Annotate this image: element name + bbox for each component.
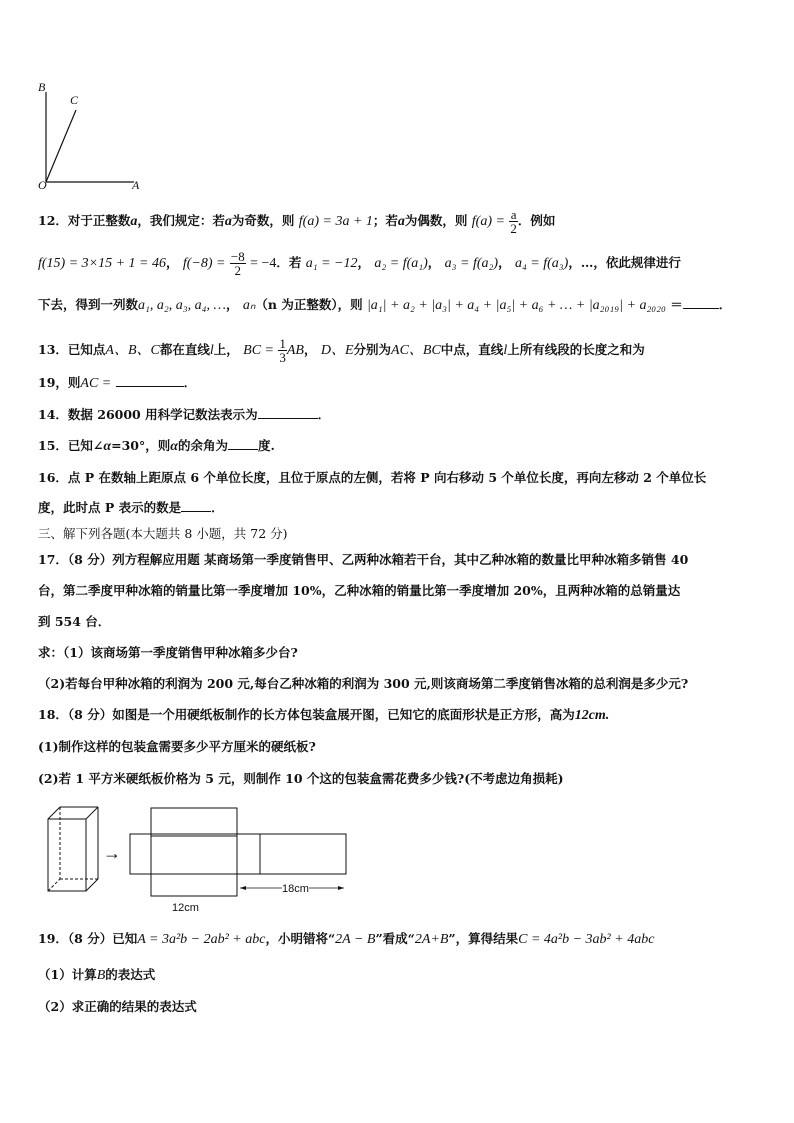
label-b: B xyxy=(38,80,46,94)
q17-line2: 台，第二季度甲种冰箱的销量比第一季度增加 10%，乙种冰箱的销量比第一季度增加 20%，且两种冰箱的总销量达 xyxy=(38,583,681,598)
answer-blank[interactable] xyxy=(181,499,211,512)
ray-oc xyxy=(46,110,76,182)
q16-line2: 度，此时点 P 表示的数是 ． xyxy=(38,500,224,515)
answer-blank[interactable] xyxy=(116,374,184,387)
arrow-icon: → xyxy=(103,843,121,863)
q12-line3: 下去，得到一列数a₁, a₂, a₃, a₄, …， aₙ（n 为正整数），则 |a₁| + a₂ + |a₃| + a₄ + |a₅| + a₆ + … + |a₂₀₁₉| + a₂₀₂₀ ＝ ． xyxy=(38,297,732,313)
q17-line3: 到 554 台． xyxy=(38,614,111,629)
label-c: C xyxy=(70,93,79,107)
q18-line2: (1)制作这样的包装盒需要多少平方厘米的硬纸板? xyxy=(38,739,316,754)
label-o: O xyxy=(38,178,47,192)
q17-line1: 17．（8 分）列方程解应用题 某商场第一季度销售甲、乙两种冰箱若干台，其中乙种冰箱的数量比甲种冰箱多销售 40 xyxy=(38,552,689,567)
q17-line4: 求：（1）该商场第一季度销售甲种冰箱多少台? xyxy=(38,645,298,660)
q19-line1: 19．（8 分）已知A = 3a²b − 2ab² + abc，小明错将“2A − B”看成“2A+B”，算得结果C = 4a²b − 3ab² + 4abc xyxy=(38,931,655,947)
angle-figure xyxy=(30,80,170,200)
q12-line2: f(15) = 3×15 + 1 = 46， f(−8) = $\frac{-8}{2}$ = −4．若 a₁ = −12， a₂ = f(a₁)， a₃ = f(a₂)， a₄ = f(a₃)，…，依此规律进行 xyxy=(38,249,681,278)
box-net-figure xyxy=(128,806,358,902)
q13-line2: 19，则AC = ． xyxy=(38,375,197,391)
q13-line1: 13．已知点A、B、C都在直线l上， BC = $\frac{1}{3}$ AB， D、E分别为AC、BC中点，直线l上所有线段的长度之和为 xyxy=(38,336,645,365)
q18-line1: 18．（8 分）如图是一个用硬纸板制作的长方体包装盒展开图，已知它的底面形状是正方形，高为12cm. xyxy=(38,707,610,723)
answer-blank[interactable] xyxy=(228,437,258,450)
q19-line2: （1）计算B的表达式 xyxy=(38,967,156,983)
answer-blank[interactable] xyxy=(258,406,318,419)
dim-18cm: 18cm xyxy=(282,883,309,895)
q18-line3: (2)若 1 平方米硬纸板价格为 5 元，则制作 10 个这的包装盒需花费多少钱?(不考虑边角损耗) xyxy=(38,771,564,786)
q17-line5: （2)若每台甲种冰箱的利润为 200 元,每台乙种冰箱的利润为 300 元,则该商场第二季度销售冰箱的总利润是多少元? xyxy=(38,676,689,691)
section-title: 三、解下列各题(本大题共 8 小题，共 72 分) xyxy=(38,526,288,541)
q16-line1: 16．点 P 在数轴上距原点 6 个单位长度，且位于原点的左侧，若将 P 向右移动 5 个单位长度，再向左移动 2 个单位长 xyxy=(38,470,707,485)
q19-line3: （2）求正确的结果的表达式 xyxy=(38,999,197,1014)
q14-line: 14．数据 26000 用科学记数法表示为 ． xyxy=(38,407,331,422)
label-a: A xyxy=(132,178,140,192)
dim-12cm: 12cm xyxy=(172,902,199,914)
q15-line: 15．已知∠α=30°，则α的余角为 度. xyxy=(38,438,275,454)
box-3d-figure xyxy=(44,803,104,893)
answer-blank[interactable] xyxy=(683,296,719,309)
q12-line1: 12．对于正整数a，我们规定：若a为奇数，则 f(a) = 3a + 1；若a为偶数，则 f(a) = $\frac{a}{2}$ ．例如 xyxy=(38,207,556,236)
